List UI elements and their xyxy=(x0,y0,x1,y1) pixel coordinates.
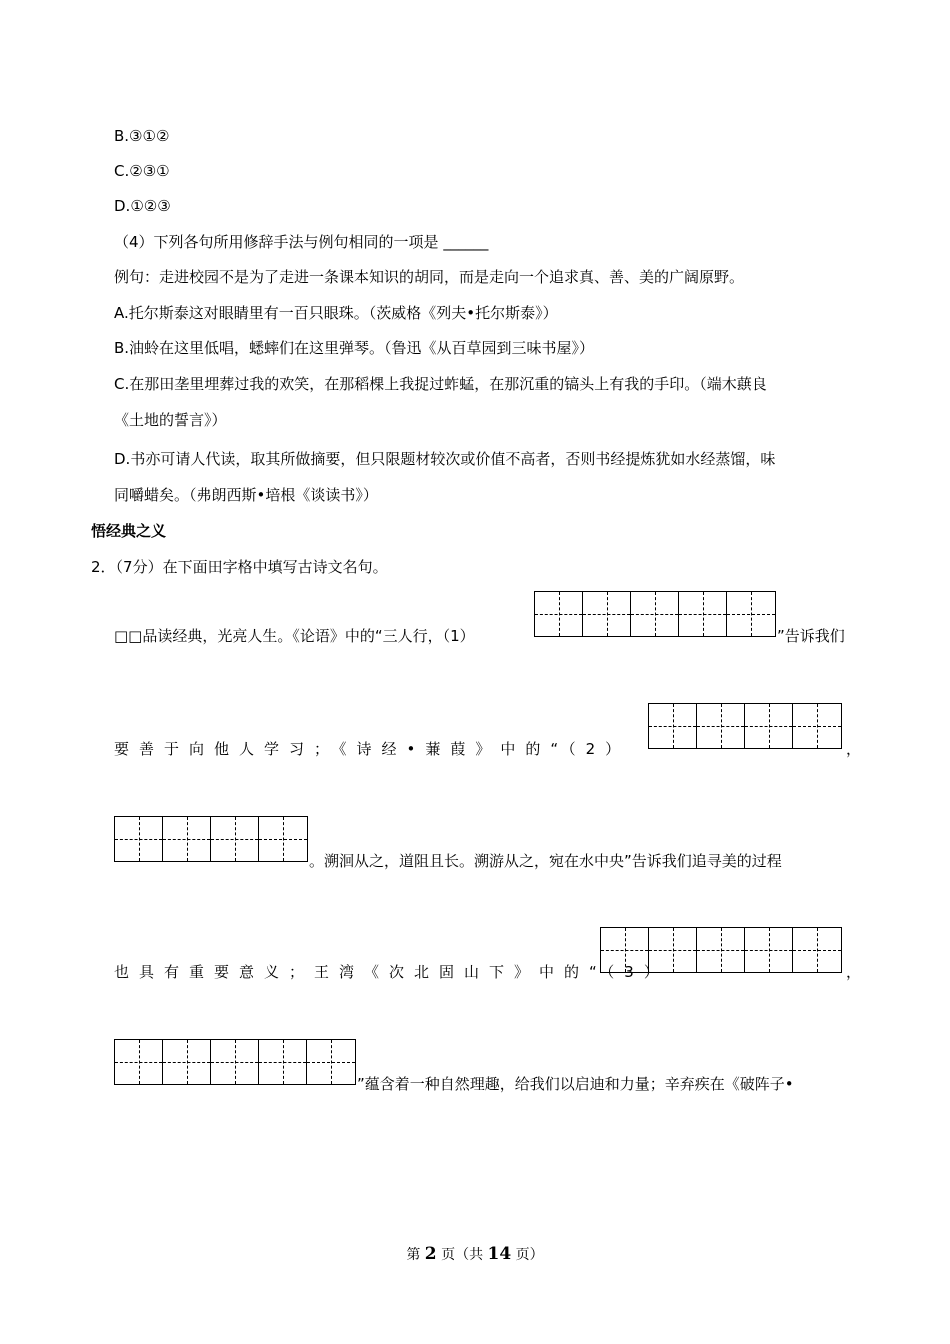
q2-line2-text: 要善于向他人学习；《诗经•蒹葭》中的“（2） xyxy=(114,740,631,758)
grid-cell[interactable] xyxy=(649,928,697,972)
grid-cell[interactable] xyxy=(745,704,793,748)
footer-prefix: 第 xyxy=(406,1247,425,1263)
grid-cell[interactable] xyxy=(679,592,727,636)
q4-option-b: B.油蛉在这里低唱，蟋蟀们在这里弹琴。（鲁迅《从百草园到三味书屋》） xyxy=(114,339,595,357)
question-2-stem: 2．（7分）在下面田字格中填写古诗文名句。 xyxy=(91,558,388,576)
tianzige-grid-3a[interactable] xyxy=(600,927,842,973)
tianzige-grid-1[interactable] xyxy=(534,591,776,637)
tianzige-grid-3b[interactable] xyxy=(114,1039,356,1085)
total-page-number: 14 xyxy=(487,1244,512,1264)
grid-cell[interactable] xyxy=(745,928,793,972)
page-footer xyxy=(0,1244,950,1264)
grid-cell[interactable] xyxy=(583,592,631,636)
grid-cell[interactable] xyxy=(163,817,211,861)
option-b: B.③①② xyxy=(114,127,170,145)
q4-option-c-line2: 《土地的誓言》） xyxy=(114,411,227,429)
q2-line1-tail: ”告诉我们 xyxy=(777,627,845,645)
footer-suffix: 页） xyxy=(511,1247,544,1263)
option-c: C.②③① xyxy=(114,162,170,180)
grid-cell[interactable] xyxy=(697,928,745,972)
grid-cell[interactable] xyxy=(307,1040,355,1084)
grid-cell[interactable] xyxy=(211,817,259,861)
grid-cell[interactable] xyxy=(697,704,745,748)
grid-cell[interactable] xyxy=(115,817,163,861)
grid-cell[interactable] xyxy=(601,928,649,972)
q2-line1-text: □□品读经典，光亮人生。《论语》中的“三人行，（1） xyxy=(114,627,475,645)
grid-cell[interactable] xyxy=(793,928,841,972)
grid-cell[interactable] xyxy=(163,1040,211,1084)
footer-middle: 页（共 xyxy=(436,1247,488,1263)
tianzige-grid-2b[interactable] xyxy=(114,816,308,862)
example-sentence: 例句：走进校园不是为了走进一条课本知识的胡同，而是走向一个追求真、善、美的广阔原野。 xyxy=(114,268,745,286)
current-page-number: 2 xyxy=(424,1244,437,1264)
q2-line3-text: 。溯洄从之，道阻且长。溯游从之，宛在水中央”告诉我们追寻美的过程 xyxy=(309,852,782,870)
option-d: D.①②③ xyxy=(114,197,171,215)
grid-cell[interactable] xyxy=(535,592,583,636)
q2-line4-comma: ， xyxy=(846,963,862,981)
question-4-stem: （4）下列各句所用修辞手法与例句相同的一项是 ______ xyxy=(114,233,489,251)
q4-option-d-line2: 同嚼蜡矣。（弗朗西斯•培根《谈读书》） xyxy=(114,486,378,504)
section-title: 悟经典之义 xyxy=(91,522,167,540)
grid-cell[interactable] xyxy=(793,704,841,748)
grid-cell[interactable] xyxy=(649,704,697,748)
grid-cell[interactable] xyxy=(115,1040,163,1084)
q2-line4-text: 也具有重要意义；王湾《次北固山下》中的“（3） xyxy=(114,963,669,981)
q4-option-a: A.托尔斯泰这对眼睛里有一百只眼珠。（茨威格《列夫•托尔斯泰》） xyxy=(114,304,558,322)
grid-cell[interactable] xyxy=(259,1040,307,1084)
q4-option-d-line1: D.书亦可请人代读，取其所做摘要，但只限题材较次或价值不高者，否则书经提炼犹如水经蒸馏，味 xyxy=(114,450,776,468)
q4-option-c-line1: C.在那田垄里埋葬过我的欢笑，在那稻棵上我捉过蚱蜢，在那沉重的镐头上有我的手印。（端木蕻良 xyxy=(114,375,767,393)
grid-cell[interactable] xyxy=(211,1040,259,1084)
grid-cell[interactable] xyxy=(631,592,679,636)
q2-line2-comma: ， xyxy=(846,740,862,758)
grid-cell[interactable] xyxy=(259,817,307,861)
q2-line5-text: ”蕴含着一种自然理趣，给我们以启迪和力量；辛弃疾在《破阵子• xyxy=(357,1075,794,1093)
grid-cell[interactable] xyxy=(727,592,775,636)
tianzige-grid-2a[interactable] xyxy=(648,703,842,749)
